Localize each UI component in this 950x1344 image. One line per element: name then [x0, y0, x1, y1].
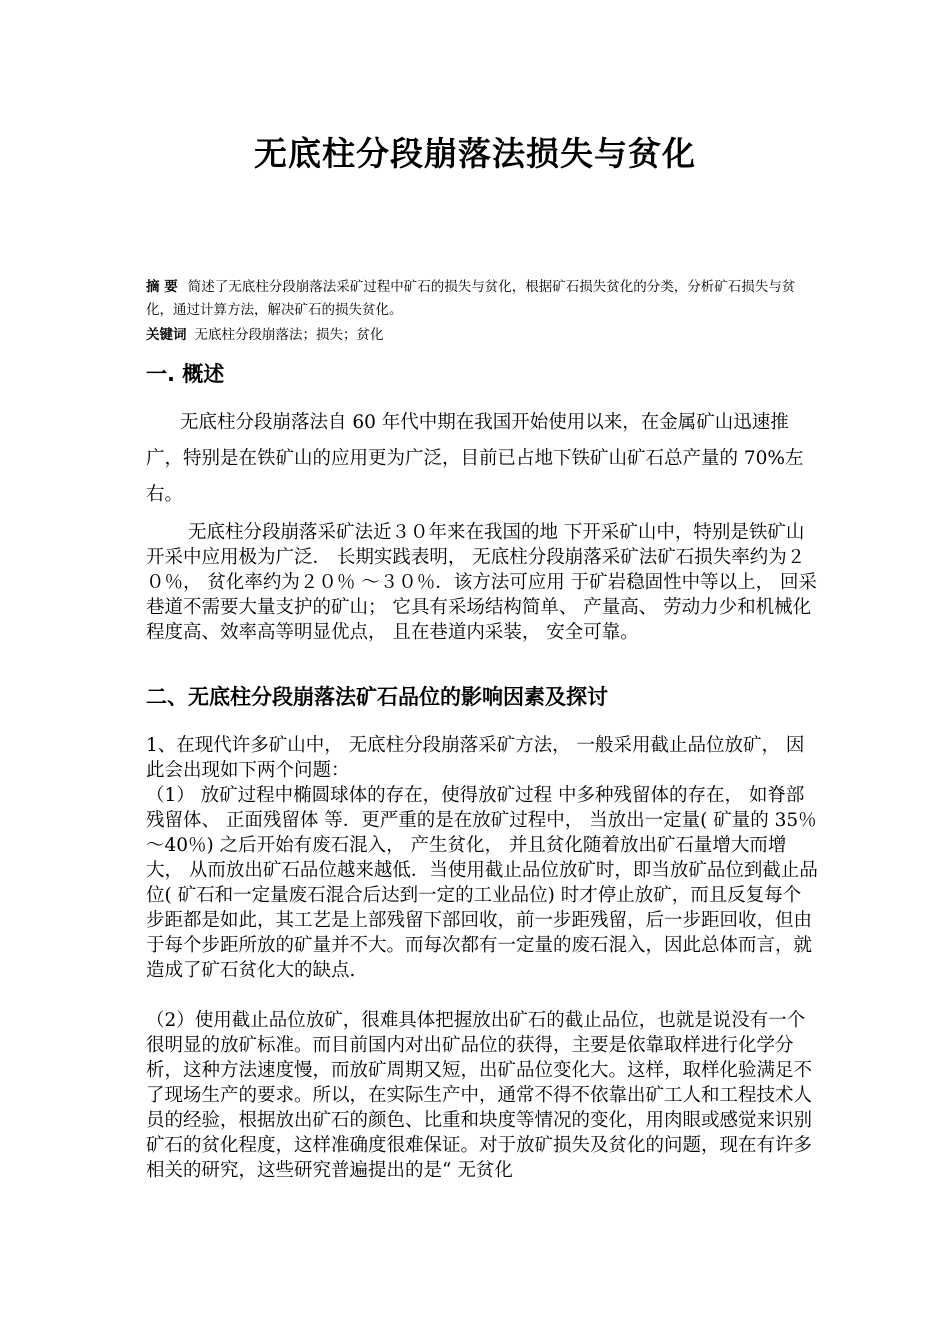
document-title: 无底柱分段崩落法损失与贫化 — [254, 134, 696, 173]
section-heading-factors: 二、无底柱分段崩落法矿石品位的影响因素及探讨 — [146, 685, 608, 709]
keywords-text: 无底柱分段崩落法；损失；贫化 — [194, 327, 384, 343]
factors-paragraph-1: 1、在现代许多矿山中， 无底柱分段崩落采矿方法， 一般采用截止品位放矿， 因此会出现如下两个问题： — [146, 735, 805, 781]
factors-paragraph-3: （2）使用截止品位放矿，很难具体把握放出矿石的截止品位，也就是说没有一个很明显的放矿标准。而目前国内对出矿品位的获得，主要是依靠取样进行化学分析，这种方法速度慢，而放矿周期又短，出矿品位变化大。这样，取样化验满足不了现场生产的要求。所以，在实际生产中，通常不得不依靠出矿工人和工程技术人员的经验，根据放出矿石的颜色、比重和块度等情况的变化，用肉眼或感觉来识别矿石的贫化程度，这样准确度很难保证。对于放矿损失及贫化的问题，现在有许多相关的研究，这些研究普遍提出的是“ 无贫化 — [146, 1010, 813, 1181]
abstract — [146, 276, 816, 322]
abstract-text: 简述了无底柱分段崩落法采矿过程中矿石的损失与贫化，根据矿石损失贫化的分类，分析矿石损失与贫化，通过计算方法，解决矿石的损失贫化。 — [146, 279, 796, 318]
keywords — [146, 324, 816, 347]
overview-paragraph-2: 无底柱分段崩落采矿法近３０年来在我国的地 下开采矿山中，特别是铁矿山开采中应用极为广泛． 长期实践表明， 无底柱分段崩落采矿法矿石损失率约为２０％， 贫化率约为２０％ ～３０％．该方法可应用 于矿岩稳固性中等以上， 回采巷道不需要大量支护的矿山； 它具有采场结构简单、 产量高、 劳动力少和机械化程度高、效率高等明显优点， 且在巷道内采装， 安全可靠。 — [146, 522, 818, 643]
overview-paragraph-1: 无底柱分段崩落法自 60 年代中期在我国开始使用以来，在金属矿山迅速推广，特别是在铁矿山的应用更为广泛，目前已占地下铁矿山矿石总产量的 70%左右。 — [146, 412, 804, 505]
abstract-label: 摘 要 — [146, 279, 178, 295]
keywords-label: 关键词 — [146, 327, 187, 343]
factors-paragraph-2: （1） 放矿过程中椭圆球体的存在，使得放矿过程 中多种残留体的存在， 如脊部残留体、 正面残留体 等．更严重的是在放矿过程中， 当放出一定量( 矿量的 35％ ～40％) 之后开始有废石混入， 产生贫化， 并且贫化随着放出矿石量增大而增大， 从而放出矿石品位越来越低．当使用截止品位放矿时，即当放矿品位到截止品位( 矿石和一定量废石混合后达到一定的工业品位) 时才停止放矿，而且反复每个步距都是如此，其工艺是上部残留下部回收，前一步距残留，后一步距回收，但由于每个步距所放的矿量并不大。而每次都有一定量的废石混入，因此总体而言，就造成了矿石贫化大的缺点. — [146, 785, 818, 981]
section-heading-overview: 一. 概述 — [146, 362, 225, 386]
